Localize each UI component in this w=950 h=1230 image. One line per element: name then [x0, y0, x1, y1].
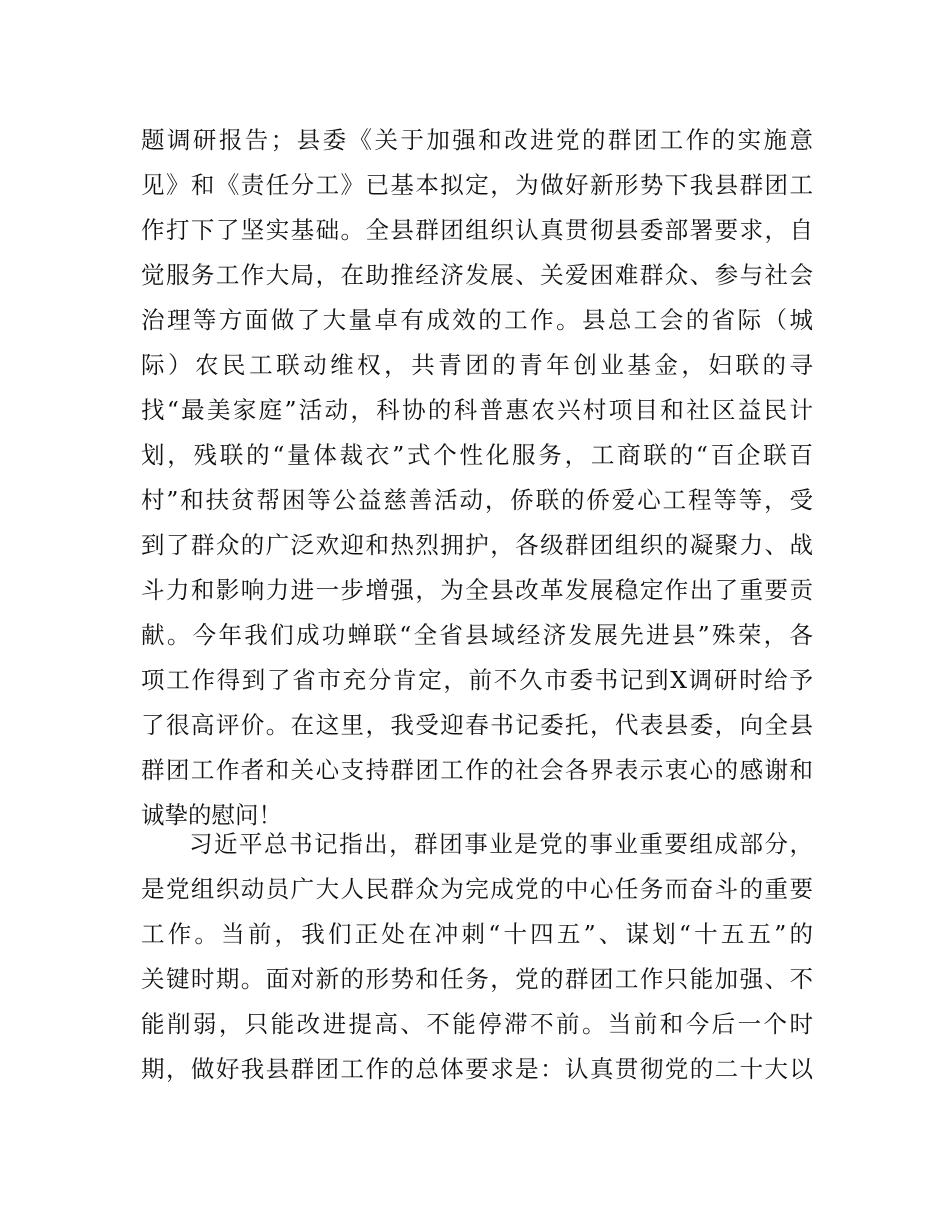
text-line: 能削弱，只能改进提高、不能停滞不前。当前和今后一个时	[141, 1010, 813, 1038]
text-line: 项工作得到了省市充分肯定，前不久市委书记到X调研时给予	[141, 666, 813, 694]
paragraph-2	[141, 822, 813, 1092]
text-line: 群团工作者和关心支持群团工作的社会各界表示衷心的感谢和	[141, 756, 813, 784]
text-line: 见》和《责任分工》已基本拟定，为做好新形势下我县群团工	[141, 171, 813, 199]
text-line: 献。今年我们成功蝉联“全省县域经济发展先进县”殊荣，各	[141, 621, 813, 649]
text-line: 际）农民工联动维权，共青团的青年创业基金，妇联的寻	[141, 351, 813, 379]
text-line: 是党组织动员广大人民群众为完成党的中心任务而奋斗的重要	[141, 875, 813, 903]
text-line: 作打下了坚实基础。全县群团组织认真贯彻县委部署要求，自	[141, 216, 813, 244]
text-line: 工作。当前，我们正处在冲刺“十四五”、谋划“十五五”的	[141, 920, 813, 948]
text-line: 治理等方面做了大量卓有成效的工作。县总工会的省际（城	[141, 306, 813, 334]
text-line: 习近平总书记指出，群团事业是党的事业重要组成部分，	[189, 830, 813, 858]
text-line: 到了群众的广泛欢迎和热烈拥护，各级群团组织的凝聚力、战	[141, 531, 813, 559]
text-line: 了很高评价。在这里，我受迎春书记委托，代表县委，向全县	[141, 711, 813, 739]
paragraph-1	[141, 118, 813, 838]
text-line: 题调研报告；县委《关于加强和改进党的群团工作的实施意	[141, 126, 813, 154]
text-line: 期，做好我县群团工作的总体要求是：认真贯彻党的二十大以	[141, 1055, 813, 1083]
text-line: 关键时期。面对新的形势和任务，党的群团工作只能加强、不	[141, 965, 813, 993]
text-line: 觉服务工作大局，在助推经济发展、关爱困难群众、参与社会	[141, 261, 813, 289]
text-line: 划，残联的“量体裁衣”式个性化服务，工商联的“百企联百	[141, 441, 813, 469]
text-line: 斗力和影响力进一步增强，为全县改革发展稳定作出了重要贡	[141, 576, 813, 604]
text-line: 找“最美家庭”活动，科协的科普惠农兴村项目和社区益民计	[141, 396, 813, 424]
text-line: 诚挚的慰问！	[141, 801, 282, 829]
text-line: 村”和扶贫帮困等公益慈善活动，侨联的侨爱心工程等等，受	[141, 486, 813, 514]
